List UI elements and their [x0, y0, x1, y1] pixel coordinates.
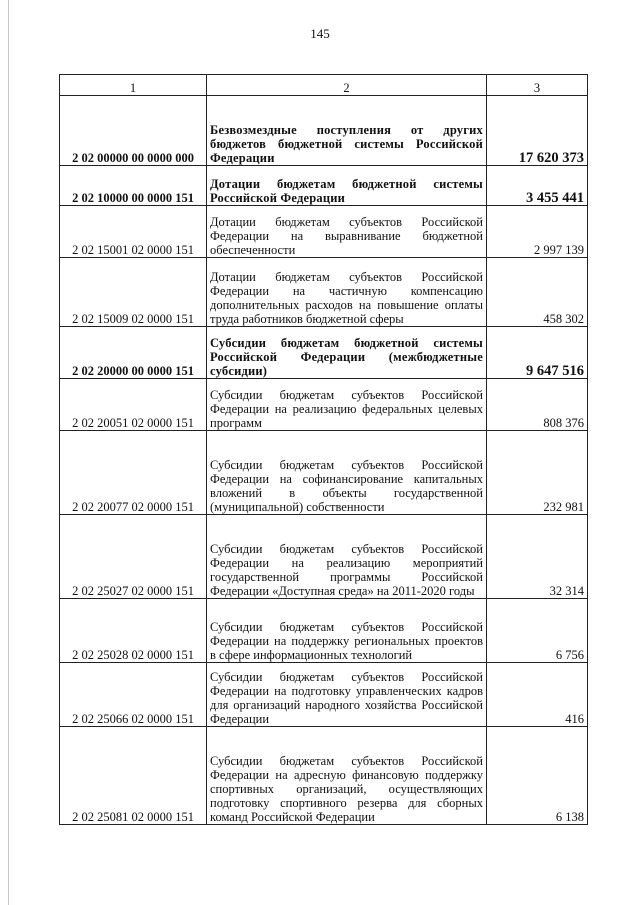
revenue-code: 2 02 20000 00 0000 151	[60, 327, 207, 379]
table-row	[60, 96, 588, 166]
revenue-code: 2 02 00000 00 0000 000	[60, 96, 207, 166]
revenue-name: Субсидии бюджетам субъектов Российской Федерации на адресную финансовую поддержку спортивных организаций, осуществляющих подготовку спортивного резерва для сборных команд Российской Федерации	[207, 727, 487, 825]
table-row	[60, 599, 588, 663]
table-row	[60, 431, 588, 515]
revenue-amount: 17 620 373	[487, 96, 588, 166]
revenue-code: 2 02 20077 02 0000 151	[60, 431, 207, 515]
revenue-code: 2 02 25027 02 0000 151	[60, 515, 207, 599]
revenue-name: Субсидии бюджетам субъектов Российской Федерации на поддержку региональных проектов в сфере информационных технологий	[207, 599, 487, 663]
revenue-code: 2 02 20051 02 0000 151	[60, 379, 207, 431]
revenue-code: 2 02 25081 02 0000 151	[60, 727, 207, 825]
column-header-name: 2	[207, 75, 487, 96]
revenue-name: Дотации бюджетам субъектов Российской Федерации на выравнивание бюджетной обеспеченности	[207, 206, 487, 258]
scan-edge-line	[8, 0, 9, 905]
revenue-amount: 9 647 516	[487, 327, 588, 379]
revenue-name: Субсидии бюджетам субъектов Российской Федерации на реализацию федеральных целевых программ	[207, 379, 487, 431]
revenue-code: 2 02 10000 00 0000 151	[60, 166, 207, 206]
revenue-amount: 416	[487, 663, 588, 727]
table-row	[60, 727, 588, 825]
revenue-code: 2 02 15009 02 0000 151	[60, 258, 207, 327]
table-row	[60, 663, 588, 727]
revenue-code: 2 02 15001 02 0000 151	[60, 206, 207, 258]
revenue-code: 2 02 25066 02 0000 151	[60, 663, 207, 727]
revenue-name: Субсидии бюджетам бюджетной системы Российской Федерации (межбюджетные субсидии)	[207, 327, 487, 379]
table-row	[60, 258, 588, 327]
revenue-code: 2 02 25028 02 0000 151	[60, 599, 207, 663]
revenue-name: Субсидии бюджетам субъектов Российской Федерации на реализацию мероприятий государственной программы Российской Федерации «Доступная среда» на 2011-2020 годы	[207, 515, 487, 599]
column-header-amount: 3	[487, 75, 588, 96]
revenue-amount: 3 455 441	[487, 166, 588, 206]
revenue-name: Безвозмездные поступления от других бюджетов бюджетной системы Российской Федерации	[207, 96, 487, 166]
revenue-amount: 2 997 139	[487, 206, 588, 258]
revenue-amount: 232 981	[487, 431, 588, 515]
budget-revenue-table	[59, 74, 588, 825]
revenue-amount: 32 314	[487, 515, 588, 599]
revenue-amount: 6 138	[487, 727, 588, 825]
table-row	[60, 327, 588, 379]
table-row	[60, 515, 588, 599]
page-number: 145	[310, 26, 330, 41]
revenue-name: Дотации бюджетам бюджетной системы Российской Федерации	[207, 166, 487, 206]
header-row	[60, 75, 588, 96]
revenue-name: Субсидии бюджетам субъектов Российской Федерации на подготовку управленческих кадров для организаций народного хозяйства Российской Федерации	[207, 663, 487, 727]
revenue-amount: 6 756	[487, 599, 588, 663]
table-row	[60, 206, 588, 258]
revenue-name: Субсидии бюджетам субъектов Российской Федерации на софинансирование капитальных вложений в объекты государственной (муниципальной) собственности	[207, 431, 487, 515]
revenue-name: Дотации бюджетам субъектов Российской Федерации на частичную компенсацию дополнительных расходов на повышение оплаты труда работников бюджетной сферы	[207, 258, 487, 327]
column-header-code: 1	[60, 75, 207, 96]
table-row	[60, 166, 588, 206]
table-row	[60, 379, 588, 431]
revenue-amount: 808 376	[487, 379, 588, 431]
revenue-amount: 458 302	[487, 258, 588, 327]
